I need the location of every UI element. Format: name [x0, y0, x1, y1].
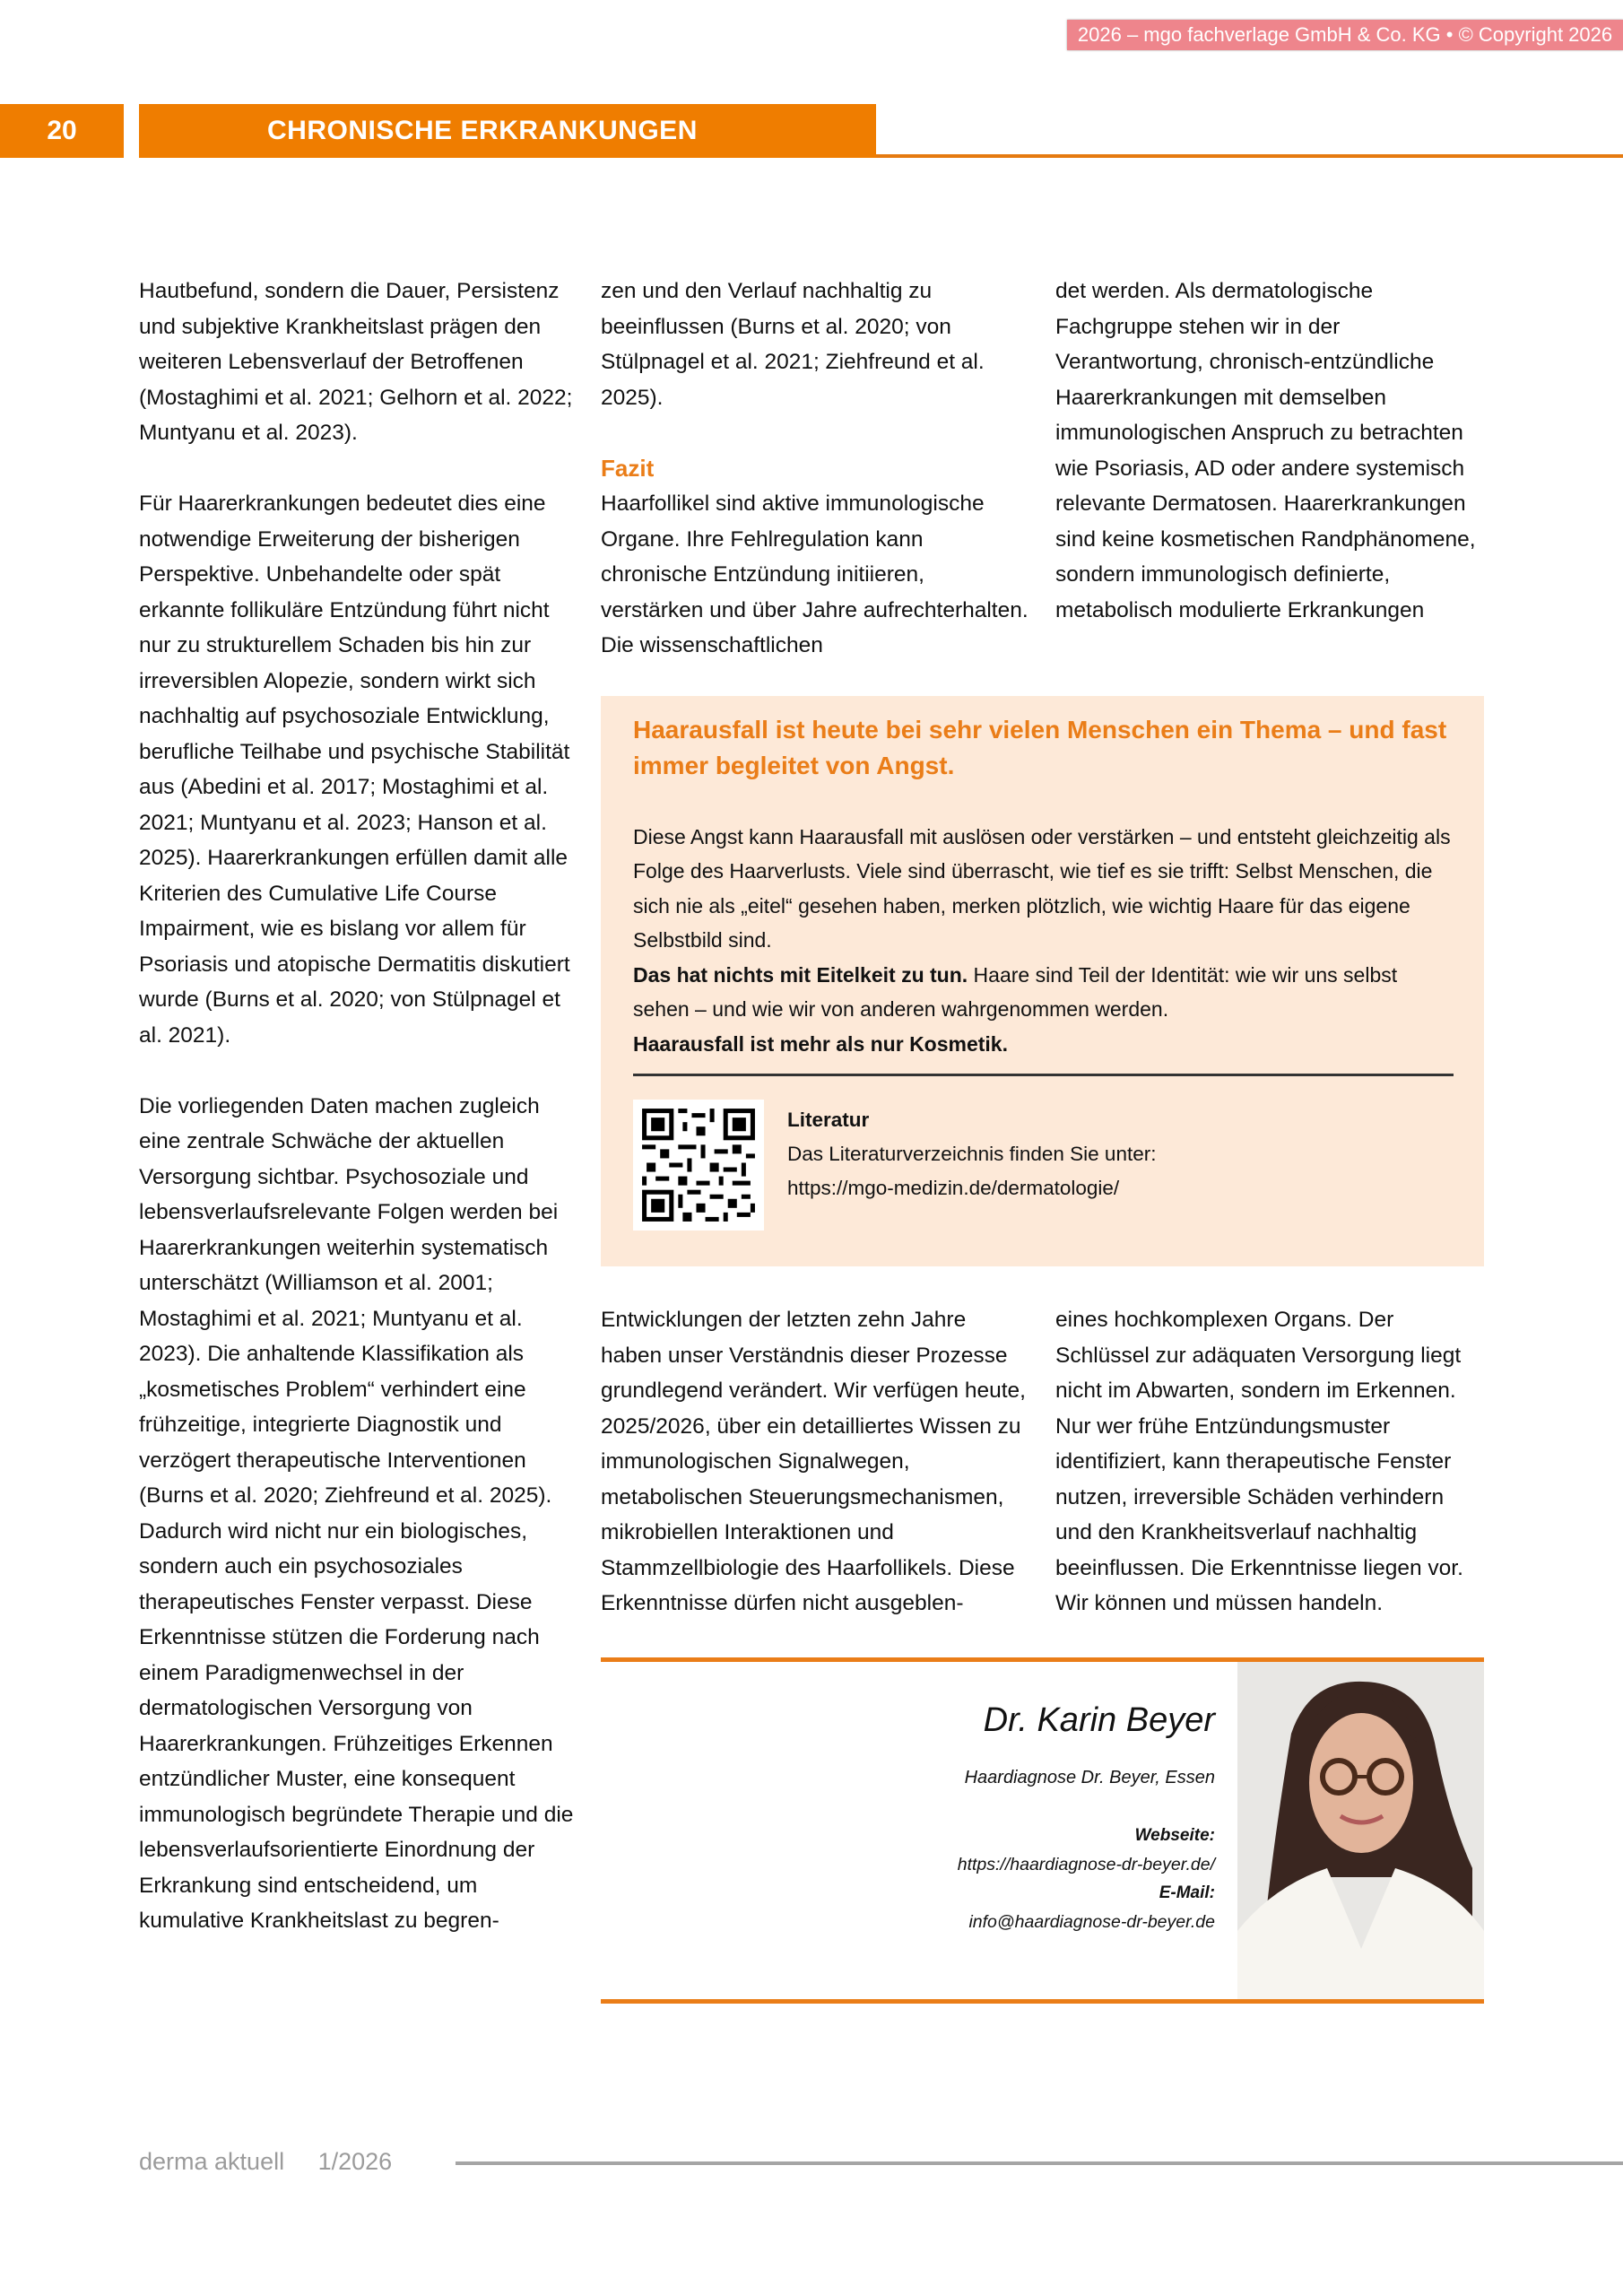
info-box-paragraph — [633, 958, 1454, 1027]
header-rule — [876, 154, 1623, 158]
paragraph: Haarfollikel sind aktive immunologische Organe. Ihre Fehlregulation kann chronische Entzündung initiieren, verstärken und über Jahre aufrechterhalten. Die wissenschaftlichen — [601, 491, 1028, 657]
column-3 — [1055, 274, 1483, 664]
paragraph: det werden. Als dermatologische Fachgruppe stehen wir in der Verantwortung, chronisch-entzündliche Haarerkrankungen mit demselben immunologischen Anspruch zu betrachten wie Psoriasis, AD oder andere systemisch relevante Dermatosen. Haarerkrankungen sind keine kosmetischen Randphänomene, sondern immunologisch definierte, metabolisch modulierte Erkrankungen — [1055, 279, 1476, 622]
paragraph: Für Haarerkrankungen bedeutet dies eine notwendige Erweiterung der bisherigen Perspektive. Unbehandelte oder spät erkannte follikuläre Entzündung führt nicht nur zu strukturellem Schaden bis hin zur irreversiblen Alopezie, sondern wirkt sich nachhaltig auf psychosoziale Entwicklung, berufliche Teilhabe und psychische Stabilität aus (Abedini et al. 2017; Mostaghimi et al. 2021; Muntyanu et al. 2023; Hanson et al. 2025). Haarerkrankungen erfüllen damit alle Kriterien des Cumulative Life Course Impairment, wie es bislang vor allem für Psoriasis und atopische Dermatitis diskutiert wurde (Burns et al. 2020; von Stülpnagel et al. 2021). — [139, 491, 570, 1048]
author-photo — [1237, 1662, 1484, 1999]
lower-columns — [601, 1302, 1484, 1622]
right-content — [601, 274, 1484, 2004]
author-info — [807, 1662, 1237, 1999]
upper-columns — [601, 274, 1484, 664]
author-affiliation: Haardiagnose Dr. Beyer, Essen — [964, 1767, 1215, 1787]
literature-block — [787, 1100, 1156, 1205]
website-label: Webseite: — [1134, 1825, 1215, 1845]
section-title: CHRONISCHE ERKRANKUNGEN — [139, 104, 876, 158]
qr-code-graphic — [633, 1100, 764, 1231]
info-box-paragraph: Diese Angst kann Haarausfall mit auslösen oder verstärken – und entsteht gleichzeitig als Folge des Haarverlusts. Viele sind überrascht, wie tief es sie trifft: Selbst Menschen, die sich nie als „eitel“ gesehen haben, merken plötzlich, wie wichtig Haare für das eigene Selbstbild sind. — [633, 824, 1451, 952]
fazit-heading: Fazit — [601, 455, 655, 482]
bold-statement: Das hat nichts mit Eitelkeit zu tun. — [633, 962, 968, 987]
info-box — [601, 696, 1484, 1267]
email-link[interactable]: info@haardiagnose-dr-beyer.de — [968, 1911, 1215, 1932]
paragraph: zen und den Verlauf nachhaltig zu beeinflussen (Burns et al. 2020; von Stülpnagel et al. 2021; Ziehfreund et al. 2025). — [601, 279, 985, 410]
info-box-body — [633, 820, 1454, 1062]
author-block — [601, 1657, 1484, 2004]
literature-text: Das Literaturverzeichnis finden Sie unter: — [787, 1143, 1157, 1165]
column-2 — [601, 274, 1028, 664]
journal-name: derma aktuell — [139, 2148, 285, 2175]
column-1 — [139, 274, 574, 2085]
footer — [139, 2144, 392, 2179]
paragraph: Entwicklungen der letzten zehn Jahre haben unser Verständnis dieser Prozesse grundlegend verändert. Wir verfügen heute, 2025/2026, über ein detailliertes Wissen zu immunologischen Signalwegen, metabolischen Steuerungsmechanismen, mikrobiellen Interaktionen und Stammzellbiologie des Haarfollikels. Diese Erkenntnisse dürfen nicht ausgeblen- — [601, 1308, 1026, 1615]
column-5 — [1055, 1302, 1483, 1622]
info-box-rule — [633, 1074, 1454, 1076]
literature-row — [633, 1100, 1454, 1231]
literature-link[interactable]: https://mgo-medizin.de/dermatologie/ — [787, 1177, 1120, 1199]
qr-code-icon[interactable] — [633, 1100, 764, 1231]
website-link[interactable]: https://haardiagnose-dr-beyer.de/ — [957, 1854, 1215, 1874]
bold-statement: Haarausfall ist mehr als nur Kosmetik. — [633, 1031, 1008, 1056]
literature-label: Literatur — [787, 1109, 870, 1131]
paragraph: Die vorliegenden Daten machen zugleich eine zentrale Schwäche der aktuellen Versorgung sichtbar. Psychosoziale und lebensverlaufsrelevante Folgen werden bei Haarerkrankungen weiterhin systematisch unterschätzt (Williamson et al. 2001; Mostaghimi et al. 2021; Muntyanu et al. 2023). Die anhaltende Klassifikation als „kosmetisches Problem“ verhindert eine frühzeitige, integrierte Diagnostik und verzögert therapeutische Interventionen (Burns et al. 2020; Ziehfreund et al. 2025). Dadurch wird nicht nur ein biologisches, sondern auch ein psychosoziales therapeutisches Fenster verpasst. Diese Erkenntnisse stützen die Forderung nach einem Paradigmenwechsel in der dermatologischen Versorgung von Haarerkrankungen. Frühzeitiges Erkennen entzündlicher Muster, eine konsequent immunologisch begründete Therapie und die lebensverlaufsorientierte Einordnung der Erkrankung sind entscheidend, um kumulative Krankheitslast zu begren- — [139, 1093, 574, 1933]
copyright-watermark: 2026 – mgo fachverlage GmbH & Co. KG • © Copyright 2026 — [1067, 20, 1623, 50]
author-name: Dr. Karin Beyer — [983, 1700, 1215, 1739]
footer-rule — [456, 2161, 1623, 2165]
portrait-icon — [1237, 1662, 1484, 1999]
paragraph: eines hochkomplexen Organs. Der Schlüssel zur adäquaten Versorgung liegt nicht im Abwarten, sondern im Erkennen. Nur wer frühe Entzündungsmuster identifiziert, kann therapeutische Fenster nutzen, irreversible Schäden verhindern und den Krankheitsverlauf nachhaltig beeinflussen. Die Erkenntnisse liegen vor. Wir können und müssen handeln. — [1055, 1308, 1463, 1615]
email-label: E-Mail: — [1159, 1883, 1215, 1902]
info-box-paragraph — [633, 1027, 1454, 1062]
info-box-title: Haarausfall ist heute bei sehr vielen Menschen ein Thema – und fast immer begleitet von Angst. — [633, 715, 1447, 779]
page-number: 20 — [0, 104, 124, 158]
issue-number: 1/2026 — [317, 2148, 393, 2175]
info-box-text: Haare sind Teil der Identität: wie wir uns selbst sehen – und wie wir von anderen wahrgenommen werden. — [633, 962, 1398, 1021]
column-4 — [601, 1302, 1028, 1622]
paragraph: Hautbefund, sondern die Dauer, Persistenz und subjektive Krankheitslast prägen den weiteren Lebensverlauf der Betroffenen (Mostaghimi et al. 2021; Gelhorn et al. 2022; Muntyanu et al. 2023). — [139, 279, 573, 445]
